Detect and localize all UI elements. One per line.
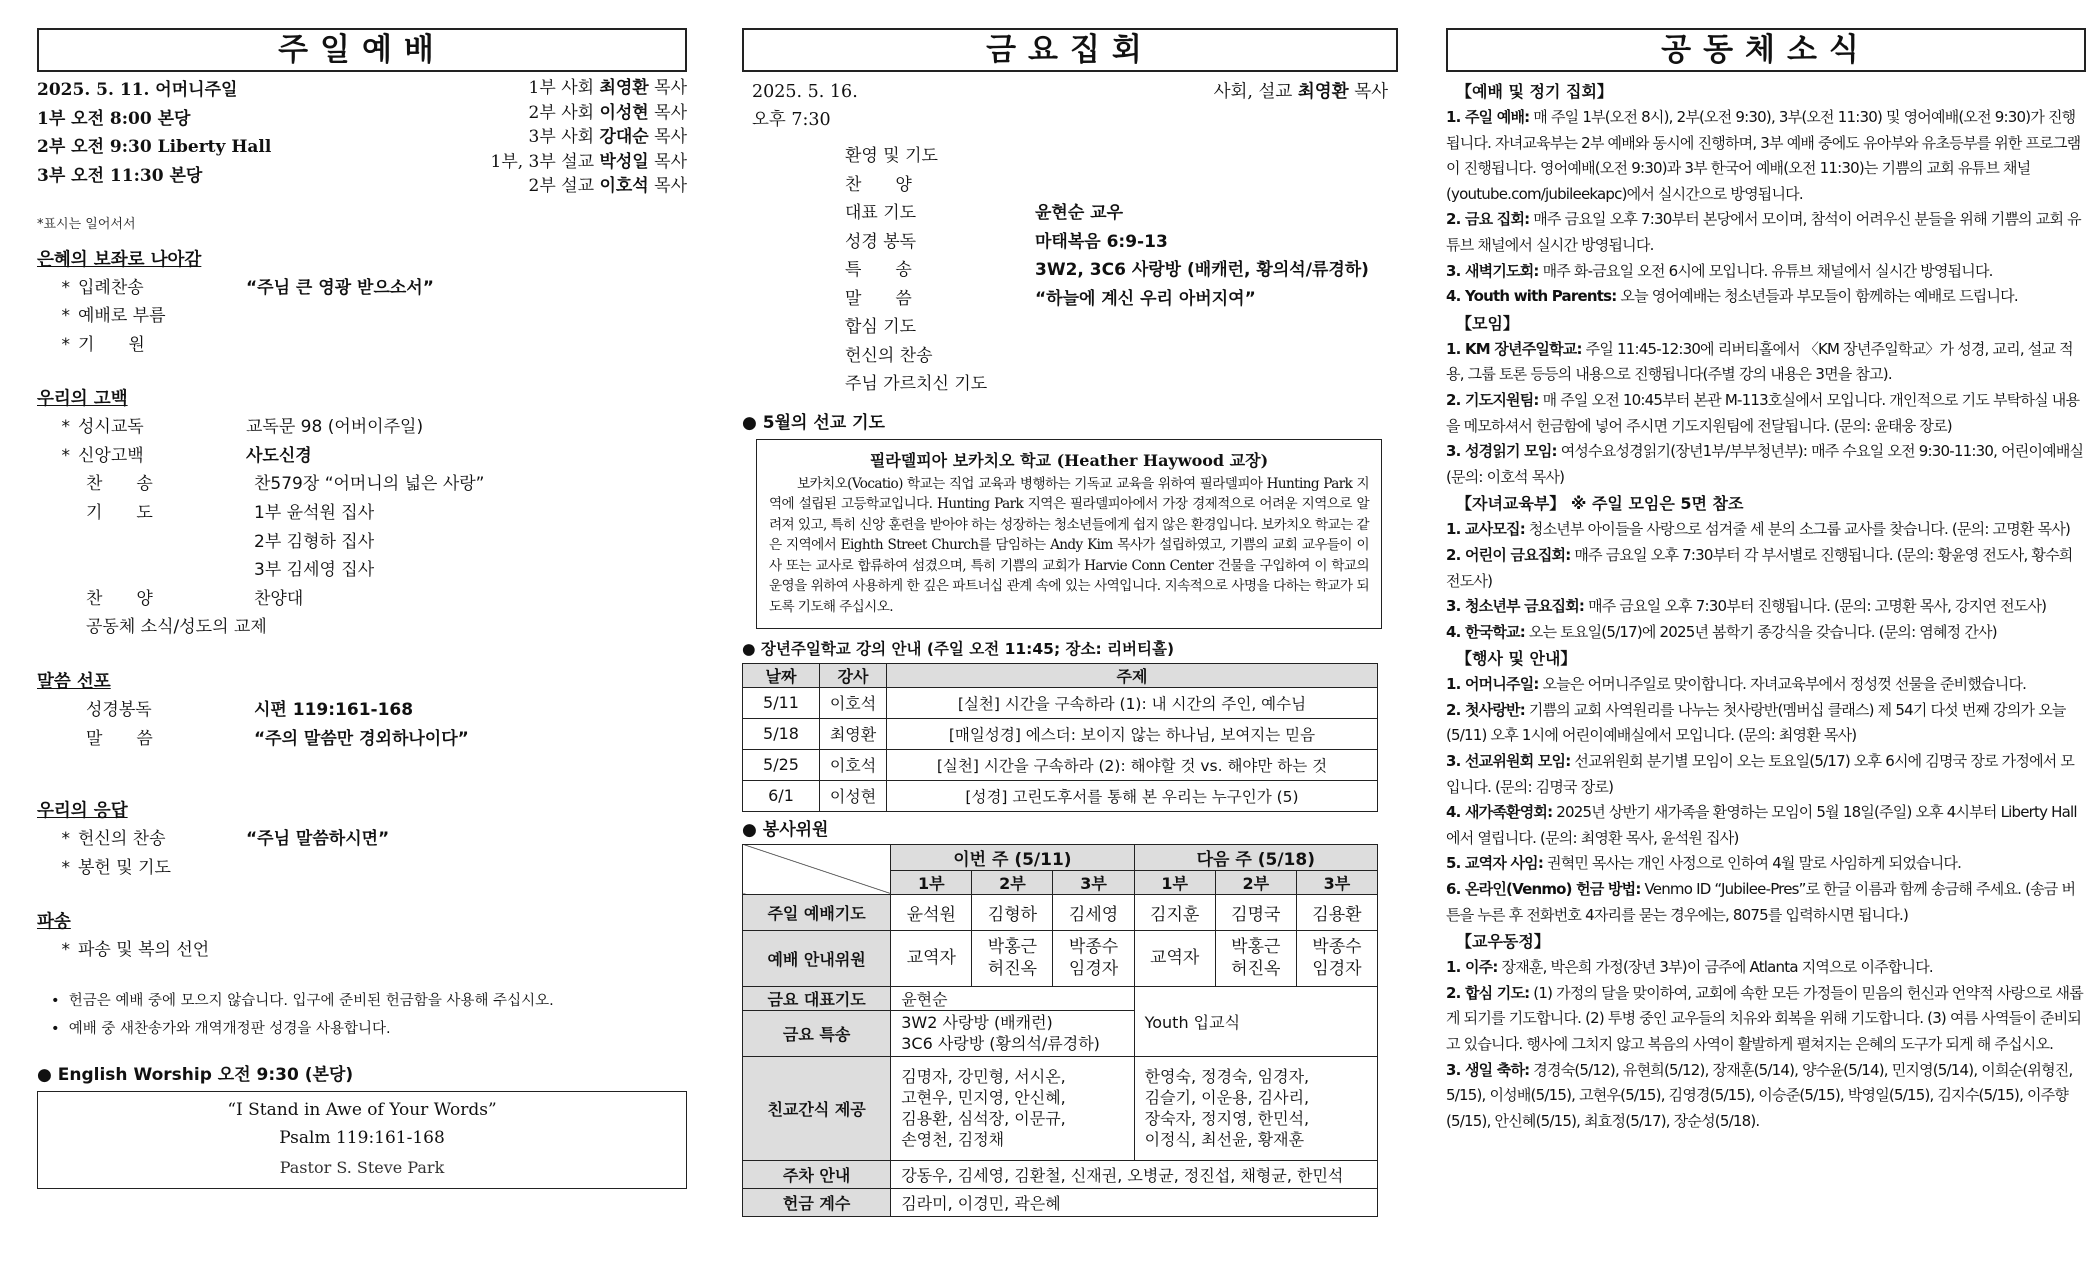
order-section-heading: 우리의 응답: [37, 801, 128, 822]
service-2: 2부 오전 9:30 Liberty Hall: [37, 137, 272, 157]
lecture-row: [743, 718, 1378, 749]
part-header: 3부: [1296, 870, 1377, 894]
lecture-cell: [실천] 시간을 구속하라 (2): 해야할 것 vs. 해야만 하는 것: [887, 749, 1378, 780]
lecture-cell: 이호석: [820, 749, 887, 780]
order-item-value: [246, 936, 687, 965]
part-header: 3부: [1053, 870, 1134, 894]
prayer-cell: 김명국: [1215, 894, 1296, 930]
stand-marker: [37, 470, 78, 499]
order-item-value: [246, 854, 687, 883]
news-item: 2. 금요 집회: 매주 금요일 오후 7:30부터 본당에서 모이며, 참석이 어려우신 분들을 위해 기쁨의 교회 유튜브 채널에서 실시간 방영됩니다.: [1446, 210, 2081, 254]
order-item-value: 교독문 98 (어버이주일): [246, 417, 424, 438]
friday-order-name: 말 씀: [845, 288, 912, 309]
friday-date: 2025. 5. 16.: [752, 82, 858, 102]
usher-cell: 박홍근 허진옥: [972, 930, 1053, 986]
friday-order-item: [845, 370, 1398, 399]
order-item: [37, 854, 687, 883]
news-item: 4. 새가족환영회: 2025년 상반기 새가족을 환영하는 모임이 5월 18일(주일) 오후 4시부터 Liberty Hall에서 열립니다. (문의: 최영환 목사, 윤석원 집사): [1446, 803, 2077, 847]
order-item: [37, 696, 687, 725]
order-item: [37, 825, 687, 854]
worship-order: [37, 246, 687, 966]
next-week-header: 다음 주 (5/18): [1134, 844, 1377, 870]
friday-date-time: [752, 78, 858, 134]
order-item: [37, 499, 687, 528]
order-item: [37, 725, 687, 754]
lecture-cell: 5/25: [743, 749, 820, 780]
news-item: 1. 이주: 장재훈, 박은희 가정(장년 3부)이 금주에 Atlanta 지역으로 이주합니다.: [1446, 958, 1933, 977]
order-item-name: 찬 송: [86, 474, 153, 495]
stand-marker: [37, 556, 78, 585]
usher-cell: 박종수 임경자: [1053, 930, 1134, 986]
prayer-cell: 김세영: [1053, 894, 1134, 930]
lecture-cell: 5/18: [743, 718, 820, 749]
friday-meeting-title: 금요집회: [742, 28, 1398, 72]
stand-marker: [37, 528, 78, 557]
news-item: 1. 교사모집: 청소년부 아이들을 사랑으로 섬겨줄 세 분의 소그룹 교사를 찾습니다. (문의: 고명환 목사): [1446, 520, 2071, 539]
order-item: [37, 331, 687, 360]
order-section-heading: 말씀 선포: [37, 672, 111, 693]
stand-marker: [37, 585, 78, 614]
stand-marker: *: [61, 829, 70, 850]
lecture-row: [743, 749, 1378, 780]
news-item: 2. 합심 기도: (1) 가정의 달을 맞이하여, 교회에 속한 모든 가정들이 믿음의 헌신과 언약적 사랑으로 새롭게 되기를 기도합니다. (2) 투병 중인 교우들의 치유와 회복을 위해 기도합니다. (3) 여름 사역들이 준비되고 있습니다. 행사에 그치지 않고 복음의 사역이 활발하게 펼쳐지는 은혜의 도구가 되게 해 주십시오.: [1446, 983, 2083, 1053]
order-item-value: 찬양대: [254, 588, 304, 609]
stand-marker: *: [61, 334, 70, 355]
friday-prayer-label: 금요 대표기도: [743, 986, 891, 1010]
friday-order-item: [845, 142, 1398, 171]
volunteer-table: [742, 844, 1378, 1217]
snack-label: 친교간식 제공: [743, 1056, 891, 1160]
friday-prayer-value: 윤현순: [891, 986, 1134, 1010]
lecture-col-topic: 주제: [887, 663, 1378, 687]
order-item: [37, 613, 687, 642]
order-item-value: “주님 큰 영광 받으소서”: [246, 277, 434, 298]
part-header: 2부: [972, 870, 1053, 894]
news-category: 【모임】: [1456, 313, 1519, 333]
lecture-cell: 5/11: [743, 687, 820, 718]
news-item: 1. KM 장년주일학교: 주일 11:45-12:30에 리버티홀에서 〈KM 장년주일학교〉가 성경, 교리, 설교 적용, 그룹 토론 등등의 내용으로 진행됩니다(주별 강의 내용은 3면을 참고).: [1446, 339, 2073, 384]
friday-order-item: [845, 285, 1398, 314]
order-item-value: 3부 김세영 집사: [254, 560, 375, 581]
order-item: [37, 302, 687, 331]
english-worship-heading: ● English Worship 오전 9:30 (본당): [37, 1065, 354, 1085]
order-item-value: [267, 613, 687, 642]
order-item: [37, 274, 687, 303]
friday-order: [742, 142, 1398, 399]
service-times: [37, 76, 367, 199]
leader-row: 2부 설교 이호석 목사: [528, 176, 687, 196]
leader-row: 3부 사회 강대순 목사: [528, 127, 687, 147]
volunteer-heading: ● 봉사위원: [742, 819, 829, 840]
order-item-name: 성경봉독: [86, 700, 152, 721]
this-week-header: 이번 주 (5/11): [891, 844, 1134, 870]
order-item-name: 파송 및 복의 선언: [78, 940, 210, 961]
news-list: [1446, 78, 2086, 1134]
mission-title: 필라델피아 보카치오 학교 (Heather Haywood 교장): [869, 450, 1269, 470]
order-item-name: 봉헌 및 기도: [78, 857, 171, 878]
order-item-name: 입례찬송: [78, 277, 144, 298]
leader-row: 2부 사회 이성현 목사: [528, 102, 687, 123]
friday-order-name: 합심 기도: [845, 317, 917, 337]
order-item-value: “주님 말씀하시면”: [246, 829, 390, 850]
mission-box: [756, 439, 1382, 629]
lecture-cell: [실천] 시간을 구속하라 (1): 내 시간의 주인, 예수님: [887, 687, 1378, 718]
service-leaders: [367, 76, 687, 199]
prayer-cell: 윤석원: [891, 894, 972, 930]
order-item-value: [246, 302, 687, 331]
order-item-name: 성시교독: [78, 417, 144, 438]
news-item: 2. 어린이 금요집회: 매주 금요일 오후 7:30부터 각 부서별로 진행됩니다. (문의: 황윤영 전도사, 황수희 전도사): [1446, 545, 2073, 590]
stand-marker: *: [61, 417, 70, 438]
news-item: 2. 첫사랑반: 기쁨의 교회 사역원리를 나누는 첫사랑반(멤버십 클래스) 제 54기 다섯 번째 강의가 오늘(5/11) 오후 1시에 어린이예배실에서 모입니다. (문의: 최영환 목사): [1446, 700, 2066, 745]
order-item-value: 찬579장 “어머니의 넓은 사랑”: [254, 474, 485, 495]
community-news-title: 공동체소식: [1446, 28, 2086, 72]
order-item-value: [246, 331, 687, 360]
friday-order-value: “하늘에 계신 우리 아버지여”: [1035, 288, 1256, 309]
english-pastor: Pastor S. Steve Park: [279, 1158, 445, 1177]
friday-order-name: 성경 봉독: [845, 231, 917, 252]
usher-cell: 박종수 임경자: [1296, 930, 1377, 986]
service-3: 3부 오전 11:30 본당: [37, 165, 203, 186]
stand-marker: [37, 613, 78, 642]
friday-meeting-column: [742, 28, 1398, 1217]
lecture-cell: 이호석: [820, 687, 887, 718]
friday-order-value: 3W2, 3C6 사랑방 (배캐런, 황의석/류경하): [1035, 260, 1369, 280]
lecture-col-speaker: 강사: [820, 663, 887, 687]
usher-label: 예배 안내위원: [743, 930, 891, 986]
friday-order-name: 헌신의 찬송: [845, 345, 933, 366]
order-item: [37, 413, 687, 442]
notice-bullets: [37, 987, 687, 1043]
order-section-heading: 우리의 고백: [37, 389, 128, 410]
prayer-cell: 김형하: [972, 894, 1053, 930]
leader-row: 1부, 3부 설교 박성일 목사: [490, 151, 687, 172]
prayer-label: 주일 예배기도: [743, 894, 891, 930]
friday-leader: 사회, 설교 최영환 목사: [1213, 82, 1388, 102]
leader-row: 1부 사회 최영환 목사: [528, 78, 687, 98]
friday-order-name: 대표 기도: [845, 203, 917, 223]
english-sermon-title: “I Stand in Awe of Your Words”: [227, 1100, 497, 1120]
usher-cell: 교역자: [891, 930, 972, 986]
snack-next-week: 한영숙, 정경숙, 임경자, 김슬기, 이운용, 김사리, 장숙자, 정지영, 한민석, 이정식, 최선윤, 황재훈: [1134, 1056, 1377, 1160]
order-item-name: 예배로 부름: [78, 306, 166, 327]
news-item: 3. 선교위원회 모임: 선교위원회 분기별 모임이 오는 토요일(5/17) 오후 6시에 김명국 장로 가정에서 모입니다. (문의: 김명국 장로): [1446, 752, 2075, 796]
lecture-table: [742, 663, 1378, 812]
service-date: 2025. 5. 11. 어머니주일: [37, 80, 238, 100]
order-item: [37, 442, 687, 471]
service-1: 1부 오전 8:00 본당: [37, 108, 191, 129]
news-item: 3. 성경읽기 모임: 여성수요성경읽기(장년1부/부부청년부): 매주 수요일 오전 9:30-11:30, 어린이예배실 (문의: 이호석 목사): [1446, 442, 2084, 486]
friday-order-item: [845, 313, 1398, 342]
stand-marker: *: [61, 445, 70, 466]
order-item: [37, 556, 687, 585]
order-item: [37, 528, 687, 557]
order-item-value: 사도신경: [246, 445, 312, 466]
stand-marker: *: [61, 277, 70, 298]
news-item: 5. 교역자 사임: 권혁민 목사는 개인 사정으로 인하여 4월 말로 사임하게 되었습니다.: [1446, 854, 1962, 873]
order-item-name: 찬 양: [86, 588, 153, 609]
order-item-value: 시편 119:161-168: [254, 700, 414, 721]
news-item: 3. 새벽기도회: 매주 화-금요일 오전 6시에 모입니다. 유튜브 채널에서 실시간 방영됩니다.: [1446, 261, 1993, 280]
friday-order-item: [845, 228, 1398, 257]
lecture-row: [743, 780, 1378, 811]
prayer-cell: 김지훈: [1134, 894, 1215, 930]
english-scripture: Psalm 119:161-168: [279, 1128, 445, 1148]
lecture-heading: ● 장년주일학교 강의 안내 (주일 오전 11:45; 장소: 리버티홀): [742, 639, 1175, 658]
order-item-name: [78, 528, 254, 557]
order-item-name: 공동체 소식/성도의 교제: [86, 617, 267, 638]
volunteer-corner-cell: [743, 844, 891, 894]
bullet-bible: • 예배 중 새찬송가와 개역개정판 성경을 사용합니다.: [51, 1021, 391, 1037]
part-header: 2부: [1215, 870, 1296, 894]
order-section-heading: 은혜의 보좌로 나아감: [37, 249, 202, 270]
lecture-cell: 이성현: [820, 780, 887, 811]
friday-order-name: 주님 가르치신 기도: [845, 374, 988, 394]
sunday-worship-title: 주일예배: [37, 28, 687, 72]
friday-order-item: [845, 199, 1398, 228]
bullet-offering: • 헌금은 예배 중에 모으지 않습니다. 입구에 준비된 헌금함을 사용해 주십시오.: [51, 993, 554, 1009]
friday-song-value: 3W2 사랑방 (배캐런) 3C6 사랑방 (황의석/류경하): [891, 1010, 1134, 1056]
friday-song-label: 금요 특송: [743, 1010, 891, 1056]
friday-order-item: [845, 171, 1398, 200]
mission-heading: ● 5월의 선교 기도: [742, 412, 885, 433]
order-item: [37, 936, 687, 965]
order-item-name: 기 원: [78, 334, 145, 355]
lecture-cell: 6/1: [743, 780, 820, 811]
order-section-heading: 파송: [37, 912, 71, 933]
news-category: 【행사 및 안내】: [1456, 649, 1577, 669]
order-item-name: 헌신의 찬송: [78, 829, 166, 850]
usher-cell: 박홍근 허진옥: [1215, 930, 1296, 986]
stand-marker: [37, 696, 78, 725]
order-item-name: 신앙고백: [78, 445, 144, 466]
news-category: 【자녀교육부】 ※ 주일 모임은 5면 참조: [1456, 494, 1744, 514]
stand-marker: *: [61, 306, 70, 327]
news-item: 4. Youth with Parents: 오늘 영어예배는 청소년들과 부모들이 함께하는 예배로 드립니다.: [1446, 287, 2018, 306]
order-item-name: 기 도: [86, 503, 153, 524]
english-worship-box: [37, 1091, 687, 1189]
usher-cell: 교역자: [1134, 930, 1215, 986]
news-item: 3. 생일 축하: 경경숙(5/12), 유현희(5/12), 장재훈(5/14), 양수윤(5/14), 민지영(5/14), 이희순(위형진, 5/15), 이성배(5/15), 고현우(5/15), 김영경(5/15), 이승준(5/15), 박영일(5/15), 김지수(5/15), 이주향(5/15), 안신혜(5/15), 최효정(5/17), 장순성(5/18).: [1446, 1060, 2073, 1130]
lecture-cell: [성경] 고린도후서를 통해 본 우리는 누구인가 (5): [887, 780, 1378, 811]
lecture-row: [743, 687, 1378, 718]
counting-value: 김라미, 이경민, 곽은혜: [891, 1188, 1378, 1216]
part-header: 1부: [891, 870, 972, 894]
order-item-value: “주의 말씀만 경외하나이다”: [254, 728, 469, 749]
news-item: 4. 한국학교: 오는 토요일(5/17)에 2025년 봄학기 종강식을 갖습니다. (문의: 염혜정 간사): [1446, 622, 1997, 641]
news-category: 【예배 및 정기 집회】: [1456, 82, 1613, 101]
friday-next-value: Youth 입교식: [1134, 986, 1377, 1056]
part-header: 1부: [1134, 870, 1215, 894]
stand-marker: [37, 725, 78, 754]
stand-note: *표시는 일어서서: [37, 216, 136, 232]
order-item: [37, 470, 687, 499]
stand-marker: *: [61, 940, 70, 961]
parking-label: 주차 안내: [743, 1160, 891, 1188]
news-item: 1. 주일 예배: 매 주일 1부(오전 8시), 2부(오전 9:30), 3부(오전 11:30) 및 영어예배(오전 9:30)가 진행됩니다. 자녀교육부는 2부 예배와 동시에 진행하며, 3부 예배 중에도 유아부와 유초등부를 위한 프로그램이 진행됩니다. 영어예배(오전 9:30)과 3부 한국어 예배(오전 11:30)는 기쁨의 교회 유튜브 채널(youtube.com/jubileekapc)에서 실시간으로 방영됩니다.: [1446, 108, 2081, 203]
lecture-col-date: 날짜: [743, 663, 820, 687]
news-category: 【교우동정】: [1456, 932, 1550, 952]
order-item-value: 2부 김형하 집사: [254, 531, 375, 552]
order-item-value: 1부 윤석원 집사: [254, 503, 375, 524]
counting-label: 헌금 계수: [743, 1188, 891, 1216]
order-item-name: 말 씀: [86, 728, 153, 749]
snack-this-week: 김명자, 강민형, 서시온, 고현우, 민지영, 안신혜, 김용환, 심석장, 이문규, 손영천, 김정채: [891, 1056, 1134, 1160]
friday-order-value: 윤현순 교우: [1035, 203, 1124, 223]
news-item: 2. 기도지원팀: 매 주일 오전 10:45부터 본관 M-113호실에서 모입니다. 개인적으로 기도 부탁하실 내용을 메모하셔서 헌금함에 넣어 주시면 기도지원팀에 전달됩니다. (문의: 윤태웅 장로): [1446, 390, 2080, 435]
lecture-cell: 최영환: [820, 718, 887, 749]
sunday-worship-column: [37, 28, 687, 1189]
parking-value: 강동우, 김세영, 김환철, 신재권, 오병균, 정진섭, 채형균, 한민석: [891, 1160, 1378, 1188]
friday-order-name: 찬 양: [845, 174, 912, 195]
friday-time: 오후 7:30: [752, 110, 831, 130]
lecture-cell: [매일성경] 에스더: 보이지 않는 하나님, 보여지는 믿음: [887, 718, 1378, 749]
friday-order-item: [845, 256, 1398, 285]
order-item-name: [78, 556, 254, 585]
news-item: 1. 어머니주일: 오늘은 어머니주일로 맞이합니다. 자녀교육부에서 정성껏 선물을 준비했습니다.: [1446, 675, 2027, 694]
order-item: [37, 585, 687, 614]
community-news-column: [1446, 28, 2086, 1134]
stand-marker: [37, 499, 78, 528]
friday-order-name: 특 송: [845, 260, 912, 280]
mission-body: 보카치오(Vocatio) 학교는 직업 교육과 병행하는 기독교 교육을 위하여 필라델피아 Hunting Park 지역에 설립된 고등학교입니다. Hunting Park 지역은 필라델피아에서 가장 경제적으로 어려운 지역으로 알려져 있고, 특히 신앙 훈련을 받아야 하는 성장하는 청소년들에게 쉽지 않은 환경입니다. 보카치오 학교는 같은 지역에서 Eighth Street Church를 담임하는 Andy Kim 목사가 설립하였고, 기쁨의 교회 교우들이 이사 또는 교사로 합류하여 섬겼으며, 특히 기쁨의 교회가 Harvie Conn Center 건물을 구입하여 이 학교의 운영을 위하여 사용하게 한 깊은 파트너십 관계 속에 있는 사역입니다. 지속적으로 사명을 다하는 학교가 되도록 기도해 주십시오.: [769, 475, 1369, 616]
friday-order-value: 마태복음 6:9-13: [1035, 231, 1168, 252]
news-item: 6. 온라인(Venmo) 헌금 방법: Venmo ID “Jubilee-Pres”로 한글 이름과 함께 송금해 주세요. (송금 버튼을 누른 후 전화번호 4자리를 묻는 경우에는, 8075를 입력하시면 됩니다.): [1446, 880, 2076, 924]
prayer-cell: 김용환: [1296, 894, 1377, 930]
friday-order-item: [845, 342, 1398, 371]
news-item: 3. 청소년부 금요집회: 매주 금요일 오후 7:30부터 진행됩니다. (문의: 고명환 목사, 강지연 전도사): [1446, 597, 2047, 616]
friday-order-name: 환영 및 기도: [845, 146, 938, 166]
stand-marker: *: [61, 857, 70, 878]
